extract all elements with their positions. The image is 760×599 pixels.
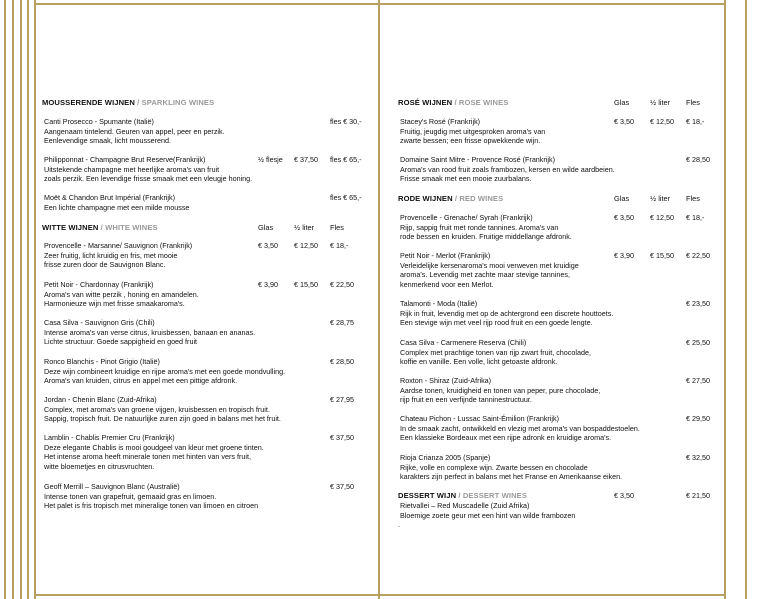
wine-desc: kenmerkend voor een Merlot. bbox=[400, 279, 494, 289]
frame-top bbox=[34, 3, 724, 5]
wine-item bbox=[44, 155, 252, 184]
col-header-half: ½ liter bbox=[294, 223, 315, 232]
price-c3: € 32,50 bbox=[686, 453, 710, 462]
price-c3: € 18,- bbox=[686, 213, 705, 222]
wine-item bbox=[400, 299, 613, 328]
wine-desc: Een klassieke Bordeaux met een rijpe adronk en kruidige aroma's. bbox=[400, 433, 612, 443]
wine-name: Rioja Crianza 2005 (Spanje) bbox=[400, 453, 491, 462]
wine-name: Stacey's Rosé (Frankrijk) bbox=[400, 117, 481, 126]
wine-desc: karakters zijn perfect in balans met het Franse en Amerikaanse eiken. bbox=[400, 472, 623, 482]
price-c3: € 22,50 bbox=[686, 251, 710, 260]
col-header-glas: Glas bbox=[258, 223, 274, 232]
title-sep: / bbox=[134, 98, 142, 107]
frame-line bbox=[4, 0, 6, 599]
wine-name: Domaine Saint Mitre - Provence Rosé (Frankrijk) bbox=[400, 155, 555, 164]
wine-desc: Deze wijn combineert kruidige en rijpe aroma's met een goede mondvulling. bbox=[44, 366, 286, 376]
wine-item bbox=[400, 155, 615, 184]
wine-name: Provencelle - Marsanne/ Sauvignon (Frankrijk) bbox=[44, 241, 193, 250]
wine-item bbox=[44, 318, 255, 347]
wine-desc: Complex, met aroma's van groene vijgen, kruisbessen en tropisch fruit. bbox=[44, 404, 270, 414]
wine-item bbox=[400, 376, 600, 405]
wine-desc: Het intense aroma heeft minerale tonen met hinten van vers fruit, bbox=[44, 452, 251, 462]
wine-desc: Verleidelijke kersenaroma's mooi verweven met kruidige bbox=[400, 260, 579, 270]
rose-title bbox=[398, 98, 508, 107]
price-c1: € 3,90 bbox=[614, 251, 634, 260]
frame-line bbox=[34, 0, 36, 599]
col-header-half: ½ liter bbox=[650, 98, 671, 107]
frame-line bbox=[27, 0, 29, 599]
price-c1: € 3,50 bbox=[614, 213, 634, 222]
price-c3: € 37,50 bbox=[330, 433, 354, 442]
wine-desc: rode bessen en kruiden. Fruitige middellange afdronk. bbox=[400, 232, 572, 242]
title-nl: ROSÉ WIJNEN bbox=[398, 98, 453, 107]
wine-item bbox=[400, 213, 572, 242]
price-c2: € 12,50 bbox=[294, 241, 318, 250]
wine-name: Casa Silva - Carmenere Reserva (Chili) bbox=[400, 338, 527, 347]
wine-name: Moët & Chandon Brut Impérial (Frankrijk) bbox=[44, 193, 176, 202]
wine-desc: Deze elegante Chablis is mooi goudgeel van kleur met groene tinten. bbox=[44, 442, 264, 452]
wine-name: Provencelle - Grenache/ Syrah (Frankrijk) bbox=[400, 213, 533, 222]
price-c3: € 22,50 bbox=[330, 280, 354, 289]
title-sep: / bbox=[456, 491, 463, 500]
price-c2: € 15,50 bbox=[294, 280, 318, 289]
price-c3: € 28,75 bbox=[330, 318, 354, 327]
wine-desc: Rijp, sappig fruit met ronde tannines. Aroma's van bbox=[400, 222, 559, 232]
price-c1: ½ flesje bbox=[258, 155, 283, 164]
wine-item bbox=[400, 251, 579, 289]
wine-desc: Intense aroma's van verse citrus, kruisbessen, banaan en ananas. bbox=[44, 327, 256, 337]
white-title bbox=[42, 223, 158, 232]
col-header-glas: Glas bbox=[614, 194, 630, 203]
wine-name: Ronco Blanchis - Pinot Grigio (Italië) bbox=[44, 357, 160, 366]
wine-desc: Harmonieuze wijn met frisse smaakaroma's. bbox=[44, 299, 185, 309]
wine-item bbox=[44, 280, 199, 309]
price-c2: € 37,50 bbox=[294, 155, 318, 164]
wine-item bbox=[400, 117, 545, 146]
title-sep: / bbox=[98, 223, 106, 232]
wine-desc: Uitstekende champagne met heerlijke aroma's van fruit bbox=[44, 164, 220, 174]
wine-name: Talamonti - Moda (Italië) bbox=[400, 299, 478, 308]
price-c3: € 25,50 bbox=[686, 338, 710, 347]
title-en: RED WINES bbox=[459, 194, 504, 203]
wine-desc: In de smaak zacht, ontwikkeld en vlezig met aroma's van bospaddestoelen. bbox=[400, 423, 640, 433]
price-c3: € 37,50 bbox=[330, 482, 354, 491]
price-c3: € 28,50 bbox=[330, 357, 354, 366]
wine-item bbox=[400, 453, 622, 482]
title-sep: / bbox=[452, 194, 460, 203]
title-en: SPARKLING WINES bbox=[141, 98, 215, 107]
price-c2: € 15,50 bbox=[650, 251, 674, 260]
sparkling-title bbox=[42, 98, 214, 107]
frame-line bbox=[12, 0, 14, 599]
wine-name: Canti Prosecco - Spumante (Italië) bbox=[44, 117, 154, 126]
price-c3: € 23,50 bbox=[686, 299, 710, 308]
wine-item bbox=[44, 193, 189, 212]
wine-item bbox=[44, 433, 264, 471]
price-c2: € 12,50 bbox=[650, 117, 674, 126]
wine-desc: aroma's. Levendig met zachte maar stevige tannines, bbox=[400, 270, 570, 280]
wine-item bbox=[44, 117, 225, 146]
frame-divider bbox=[378, 0, 380, 599]
wine-name: Lamblin - Chablis Premier Cru (Frankrijk) bbox=[44, 433, 175, 442]
col-header-fles: Fles bbox=[686, 194, 700, 203]
wine-desc: Aroma's van kruiden, citrus en appel met een pittige afdronk. bbox=[44, 376, 238, 386]
price-c1: € 3,50 bbox=[614, 117, 634, 126]
wine-desc: Aroma's van witte perzik , honing en amandelen. bbox=[44, 289, 199, 299]
wine-name: Casa Silva - Sauvignon Gris (Chili) bbox=[44, 318, 155, 327]
col-header-fles: Fles bbox=[686, 98, 700, 107]
wine-desc: zwarte bessen; een frisse opwekkende wijn. bbox=[400, 136, 541, 146]
wine-item bbox=[44, 241, 192, 270]
price-c3: € 18,- bbox=[686, 117, 705, 126]
price-c1: € 3,50 bbox=[258, 241, 278, 250]
dessert-item bbox=[400, 501, 575, 530]
wine-desc: Lichte structuur. Goede sappigheid en goed fruit bbox=[44, 337, 198, 347]
col-header-glas: Glas bbox=[614, 98, 630, 107]
wine-name: Petit Noir - Merlot (Frankrijk) bbox=[400, 251, 491, 260]
red-title bbox=[398, 194, 503, 203]
title-en: WHITE WINES bbox=[105, 223, 158, 232]
wine-desc: Een lichte champagne met een milde mousse bbox=[44, 202, 190, 212]
price-c3: fles € 30,- bbox=[330, 117, 362, 126]
wine-desc: Frisse smaak met een mooie zuurbalans. bbox=[400, 174, 532, 184]
title-sep: / bbox=[452, 98, 459, 107]
wine-name: Jordan - Chenin Blanc (Zuid-Afrika) bbox=[44, 395, 157, 404]
wine-desc: Aardse tonen, kruidigheid en tonen van peper, pure chocolade, bbox=[400, 385, 601, 395]
title-en: DESSERT WINES bbox=[462, 491, 527, 500]
wine-desc: Sappig, tropisch fruit. De natuurlijke zuren zijn goed in balans met het fruit. bbox=[44, 414, 281, 424]
wine-item bbox=[400, 338, 591, 367]
wine-desc: Een stevige wijn met veel rijp rood fruit en een goede lengte. bbox=[400, 318, 593, 328]
wine-desc: Rijke, volle en complexe wijn. Zwarte bessen en chocolade bbox=[400, 462, 588, 472]
wine-name: Roxton - Shiraz (Zuid-Afrika) bbox=[400, 376, 492, 385]
price-c3: € 27,50 bbox=[686, 376, 710, 385]
col-header-fles: Fles bbox=[330, 223, 344, 232]
wine-desc: Het palet is fris tropisch met mineralige tonen van limoen en citroen bbox=[44, 501, 259, 511]
wine-desc: Aroma's van rood fruit zoals frambozen, kersen en wilde aardbeien. bbox=[400, 164, 615, 174]
wine-desc: Fruitig, jeugdig met uitgesproken aroma's van bbox=[400, 126, 546, 136]
price-c3: € 28,50 bbox=[686, 155, 710, 164]
price-c2: € 12,50 bbox=[650, 213, 674, 222]
wine-desc: rijp fruit en een verfijnde tanninestructuur. bbox=[400, 395, 532, 405]
price-c3: fles € 65,- bbox=[330, 193, 362, 202]
wine-desc: witte bloemetjes en citrusvruchten. bbox=[44, 461, 155, 471]
title-nl: RODE WIJNEN bbox=[398, 194, 453, 203]
frame-line bbox=[20, 0, 22, 599]
wine-item bbox=[44, 395, 281, 424]
price-c3: € 18,- bbox=[330, 241, 349, 250]
wine-desc: Bloemige zoete geur met een hint van wilde frambozen bbox=[400, 510, 576, 520]
dessert-title bbox=[398, 491, 527, 500]
frame-bottom bbox=[34, 594, 724, 596]
wine-name: Philipponnat - Champagne Brut Reserve(Frankrijk) bbox=[44, 155, 206, 164]
wine-name: Rietvallei – Red Muscadelle (Zuid Afrika) bbox=[400, 501, 530, 510]
trailing-dot: . bbox=[398, 520, 400, 530]
price-c3: € 27,95 bbox=[330, 395, 354, 404]
price-c3: € 29,50 bbox=[686, 414, 710, 423]
price-c1: € 3,90 bbox=[258, 280, 278, 289]
wine-desc: zoals perzik. Een levendige frisse smaak met een vleugje honing. bbox=[44, 174, 253, 184]
wine-desc: koffie en vanille. Een volle, licht getoaste afdronk. bbox=[400, 357, 558, 367]
wine-item bbox=[44, 357, 285, 386]
title-nl: MOUSSERENDE WIJNEN bbox=[42, 98, 135, 107]
wine-name: Geoff Merrill – Sauvignon Blanc (Australië) bbox=[44, 482, 180, 491]
col-header-half: ½ liter bbox=[650, 194, 671, 203]
price-c3: fles € 65,- bbox=[330, 155, 362, 164]
wine-desc: Zeer fruitig, licht kruidig en fris, met mooie bbox=[44, 250, 178, 260]
wine-desc: Eenlevendige smaak, licht mousserend. bbox=[44, 136, 172, 146]
wine-item bbox=[400, 414, 640, 443]
frame-line bbox=[745, 0, 747, 599]
wine-desc: frisse zuren door de Sauvignon Blanc. bbox=[44, 260, 166, 270]
wine-desc: Complex met prachtige tonen van rijp zwart fruit, chocolade, bbox=[400, 347, 591, 357]
wine-name: Petit Noir - Chardonnay (Frankrijk) bbox=[44, 280, 154, 289]
wine-item bbox=[44, 482, 258, 511]
dessert-price-fles: € 21,50 bbox=[686, 491, 710, 500]
wine-desc: Intense tonen van grapefruit, gemaaid gras en limoen. bbox=[44, 491, 217, 501]
title-nl: WITTE WIJNEN bbox=[42, 223, 99, 232]
frame-line bbox=[724, 0, 726, 599]
title-en: ROSE WINES bbox=[458, 98, 509, 107]
wine-desc: Aangenaam tintelend. Geuren van appel, peer en perzik. bbox=[44, 126, 225, 136]
dessert-price-glas: € 3,50 bbox=[614, 491, 634, 500]
wine-desc: Rijk in fruit, levendig met op de achtergrond een discrete houttoets. bbox=[400, 308, 614, 318]
wine-name: Chateau Pichon - Lussac Saint-Émilion (Frankrijk) bbox=[400, 414, 559, 423]
title-nl: DESSERT WIJN bbox=[398, 491, 457, 500]
